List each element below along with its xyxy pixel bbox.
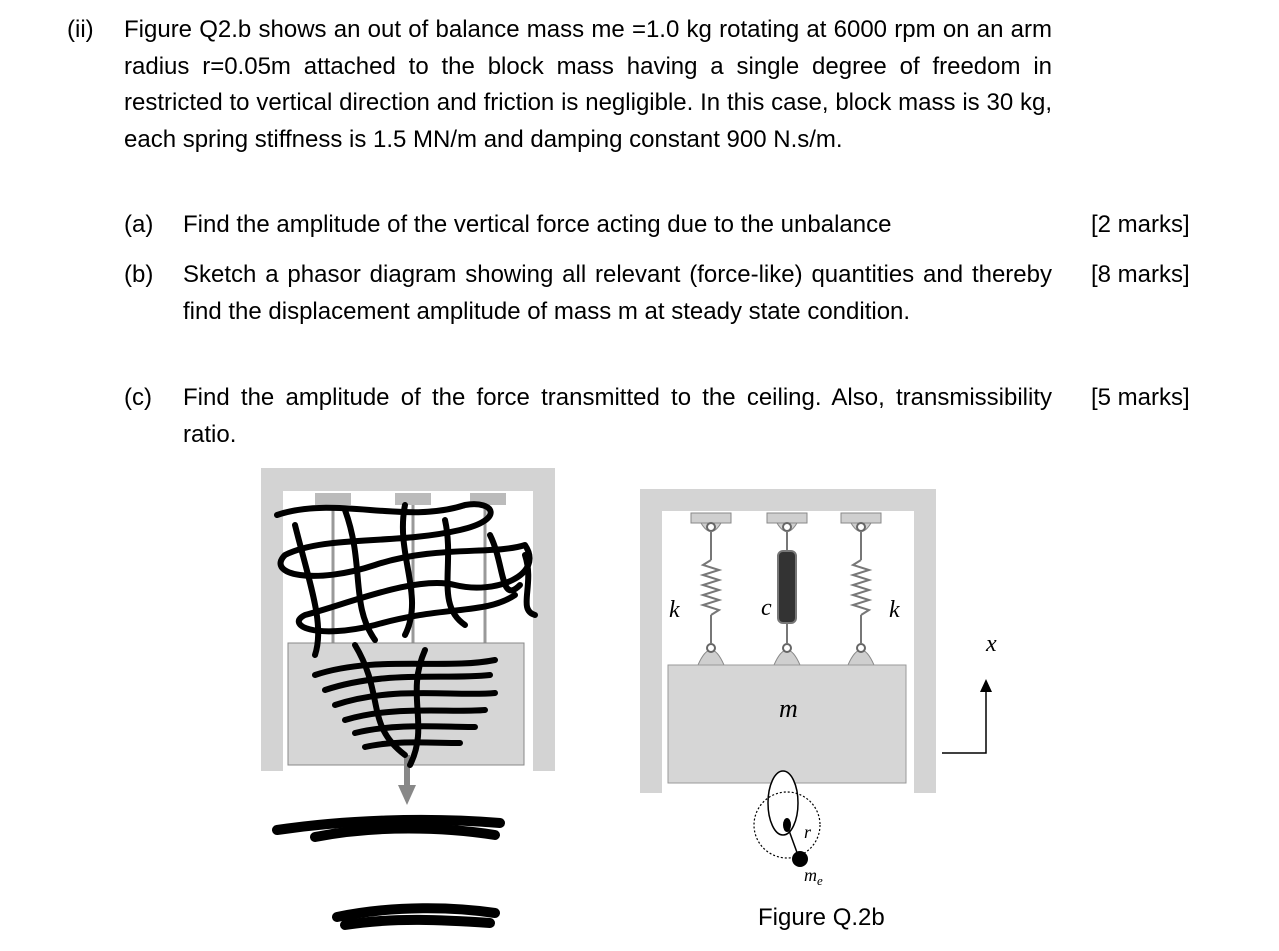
figure-b-caption: Figure Q.2b: [758, 904, 885, 931]
eccentric-mass-label: $m_e$: [804, 865, 823, 888]
mass-label: m: [779, 694, 798, 723]
part-c-label: (c): [124, 384, 152, 411]
part-b-label: (b): [124, 261, 154, 288]
part-b-marks: [8 marks]: [1091, 261, 1190, 288]
mass-block-b: [668, 665, 906, 783]
part-a-label: (a): [124, 211, 154, 238]
figure-a: [255, 465, 560, 945]
spring-right-label: k: [889, 597, 900, 623]
part-b-text: Sketch a phasor diagram showing all relevant (force-like) quantities and thereby find the displacement amplitude of mass m at steady state condition.: [183, 261, 1052, 325]
damper-label: c: [761, 595, 772, 621]
question-intro: Figure Q2.b shows an out of balance mass me =1.0 kg rotating at 6000 rpm on an arm radius r=0.05m attached to the block mass having a single degree of freedom in restricted to vertical direction and friction is negligible. In this case, block mass is 30 kg, each spring stiffness is 1.5 MN/m and damping constant 900 N.s/m.: [124, 16, 1052, 153]
part-a-marks: [2 marks]: [1091, 211, 1190, 238]
x-axis-arrow: [942, 690, 986, 753]
part-c-text: Find the amplitude of the force transmitted to the ceiling. Also, transmissibility ratio.: [183, 384, 1052, 448]
part-c-marks: [5 marks]: [1091, 384, 1190, 411]
question-number: (ii): [67, 16, 94, 43]
spring-left-label: k: [669, 597, 680, 623]
figure-b: [636, 485, 1016, 900]
x-axis-label: x: [986, 631, 997, 657]
part-a-text: Find the amplitude of the vertical force acting due to the unbalance: [183, 211, 892, 238]
radius-label: r: [804, 822, 812, 842]
